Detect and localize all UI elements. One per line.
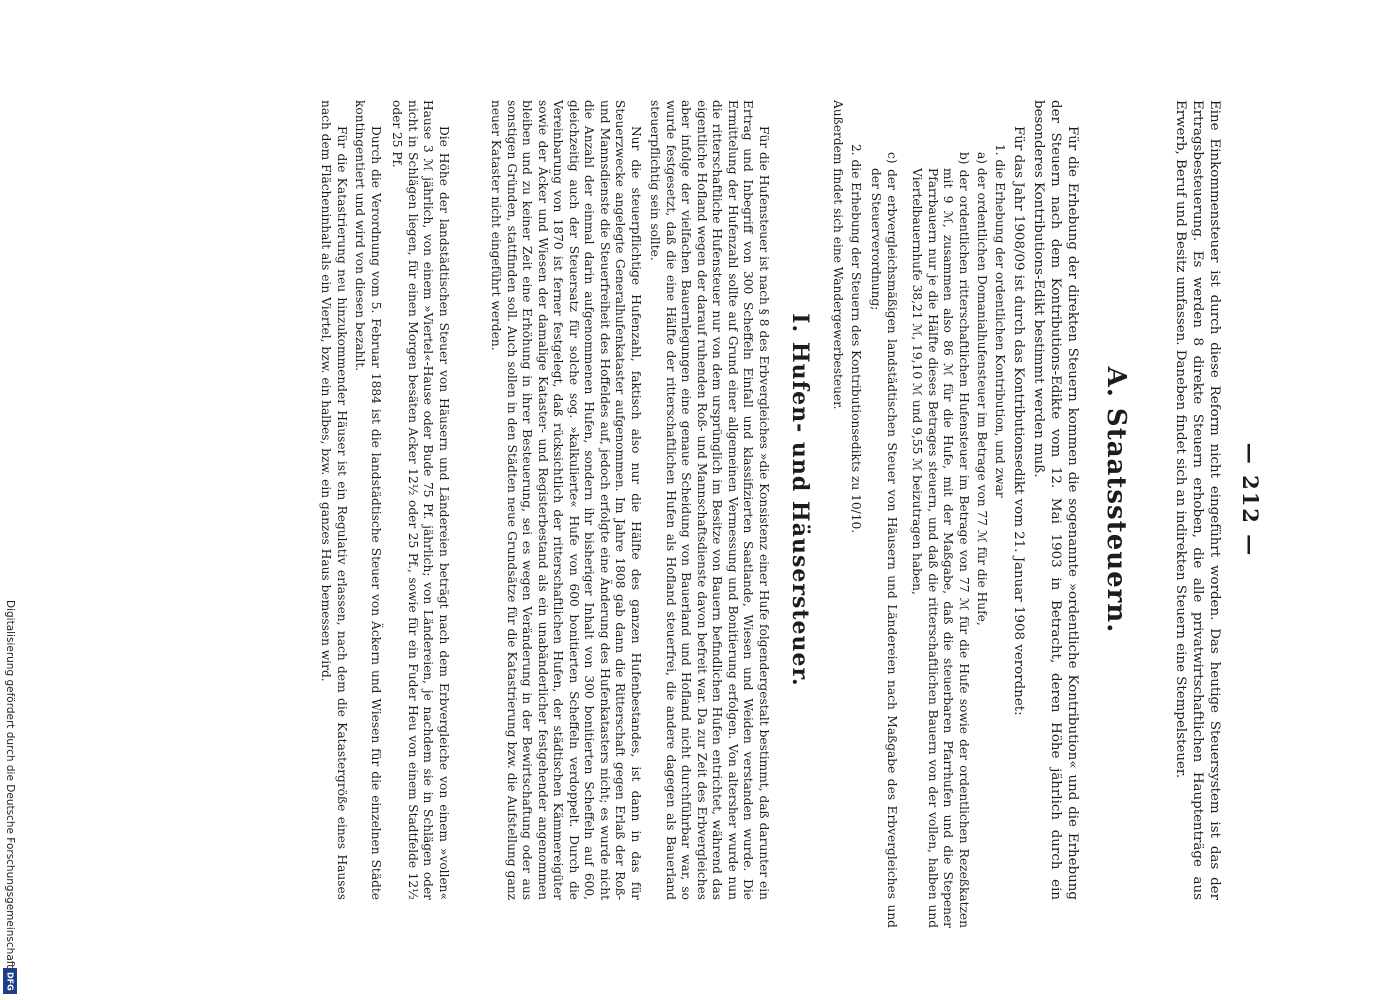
section-a-paragraph-1: Für die Erhebung der direkten Steuern kommen die sogenannte »ordentliche Kontribution« und die Erhebung der Steuern nach dem Kontributions-Edikte vom 12. Mai 1903 in Betracht, deren Höhe jährlich durch ein besonderes Kontributions-Edikt bestimmt werden muß. bbox=[1031, 100, 1080, 900]
enum-item-2: 2. die Erhebung der Steuern des Kontributionsedikts zu 10/10. bbox=[849, 144, 863, 534]
section-i-paragraph-3: Die Höhe der landstädtischen Steuer von Häusern und Ländereien beträgt nach dem Erbvergleiche von einem »vollen« Hause 3 ℳ jährlich, von einem »Viertel«-Hause oder Bude 75 Pf. jährlich; von Ländereien, je nachdem sie in Schlägen oder nicht in Schlägen liegen, für einen Morgen besäten Acker 12½ oder 25 Pf., sowie für ein Fuder Heu von einem Stadtfelde 12½ oder 25 Pf. bbox=[390, 100, 451, 900]
section-i-paragraph-4: Durch die Verordnung vom 5. Februar 1884 ist die landstädtische Steuer von Äckern und Wiesen für die einzelnen Städte kontingentiert und wird von diesen bezahlt. bbox=[353, 100, 383, 900]
section-i-paragraph-5: Für die Katastrierung neu hinzukommender Häuser ist ein Regulativ erlassen, nach dem die Katastergröße eines Hauses nach dem Flächeninhalt als ein Viertel, bzw. ein halbes, bzw. ein ganzes Haus bemessen wird. bbox=[319, 100, 349, 900]
section-i-heading: I. Hufen- und Häusersteuer. bbox=[787, 313, 813, 687]
document-page bbox=[131, 80, 1271, 928]
section-a-paragraph-3: Außerdem findet sich eine Wandergewerbesteuer. bbox=[831, 100, 845, 410]
page-number: — 212 — bbox=[1238, 442, 1263, 558]
enum-item-1a: a) der ordentlichen Domanialhufensteuer im Betrage von 77 ℳ für die Hufe, bbox=[975, 152, 989, 626]
intro-paragraph: Eine Einkommensteuer ist durch diese Reform nicht eingeführt worden. Das heutige Steuersystem ist das der Ertragsbesteuerung. Es werden 8 direkte Steuern erhoben, die alle privatwirtschaftlichen Hauptenträge aus Erwerb, Beruf und Besitz umfassen. Daneben findet sich an indirekten Steuern eine Stempelsteuer. bbox=[1173, 100, 1222, 900]
section-i-paragraph-2: Nur die steuerpflichtige Hufenzahl, faktisch also nur die Hälfte des ganzen Hufenbestandes, ist dann in das für Steuerzwecke angelegte Generalhufenkataster aufgenommen. Im Jahre 1808 gab dann die Ritterschaft gegen Erlaß der Roß- und Mannsdienste die Steuerfreiheit des Hoffeldes auf, jedoch erfolgte eine Änderung des Hufenkatasters nicht; es wurde nicht die Anzahl der einmal darin aufgenommenen Hufen, sondern ihr bisheriger Inhalt von 300 bonitierten Scheffeln auf 600, gleichzeitig auch der Steuersatz für solche sog. »kalkulierte« Hufe von 600 bonitierten Scheffeln verdoppelt. Durch die Vereinbarung von 1870 ist ferner festgelegt, daß rücksichtlich der ritterschaftlichen Hufen, der städtischen Kämmereigüter sowie der Äcker und Wiesen der damalige Kataster- und Registerbestand als ein unabänderlicher festgehender angenommen bleiben und zu keiner Zeit eine Erhöhung in ihrer Besteuerung, sei es wegen Veränderung in der Bewirtschaftung oder aus sonstigen Gründen, stattfinden soll. Auch sollen in den Städten neue Grundsätze für die Katastrierung bzw. die Aufstellung ganz neuer Kataster nicht eingeführt werden. bbox=[489, 100, 643, 900]
enum-item-1c: c) der erbvergleichsmäßigen landstädtischen Steuer von Häusern und Ländereien nach Maßgabe des Erbvergleiches und der Steuerverordnung; bbox=[869, 152, 899, 928]
section-i-paragraph-1: Für die Hufensteuer ist nach § 8 des Erbvergleiches »die Konsistenz einer Hufe folgendergestalt bestimmt, daß darunter ein Ertrag und Inbegriff von 300 Scheffeln Einfall und klassifizierten Saatlande, Wiesen und Weiden verstanden wurde. Die Ermittelung der Hufenzahl sollte auf Grund einer allgemeinen Vermessung und Bonitierung erfolgen. Von altersher wurde nun die ritterschaftliche Hufensteuer nur von dem ursprünglich im Besitze von Bauern befindlichen Hufen entrichtet, während das eigentliche Hofland wegen der darauf ruhenden Roß- und Mannschaftsdienste davon befreit war. Da zur Zeit des Erbvergleiches aber infolge der vielfachen Bauernlegungen eine genaue Scheidung von Bauerland und Hofland nicht durchführbar war, so wurde festgesetzt, daß die eine Hälfte der ritterschaftlichen Hufen als Hofland steuerfrei, die andere dagegen als Bauerland steuerpflichtig sein sollte. bbox=[648, 100, 771, 900]
enum-item-1: 1. die Erhebung der ordentlichen Kontribution, und zwar bbox=[993, 144, 1007, 498]
enum-item-1b: b) der ordentlichen ritterschaftlichen Hufensteuer im Betrage von 77 ℳ für die Hufe sowie der ordentlichen Rezeßkatzen mit 9 ℳ, zusammen also 86 ℳ für die Hufe, mit der Maßgabe, daß die steuerbaren Pfarrhufen und die Stepener Pfarrbauern nur je die Hälfte dieses Betrages steuern, und daß die ritterschaftlichen Bauern von der vollen, halben und Viertelbauernhufe 38,21 ℳ, 19,10 ℳ und 9,55 ℳ beizutragen haben, bbox=[910, 152, 971, 928]
attribution-sidebar bbox=[0, 0, 22, 1000]
dfg-logo-icon: DFG bbox=[3, 968, 17, 994]
attribution-text: Digitalisierung gefördert durch die Deutsche Forschungsgemeinschaft bbox=[4, 600, 16, 969]
section-a-paragraph-2: Für das Jahr 1908/09 ist durch das Kontributionsedikt vom 21. Januar 1908 verordnet: bbox=[1011, 126, 1026, 716]
section-a-heading: A. Staatssteuern. bbox=[1101, 366, 1131, 634]
